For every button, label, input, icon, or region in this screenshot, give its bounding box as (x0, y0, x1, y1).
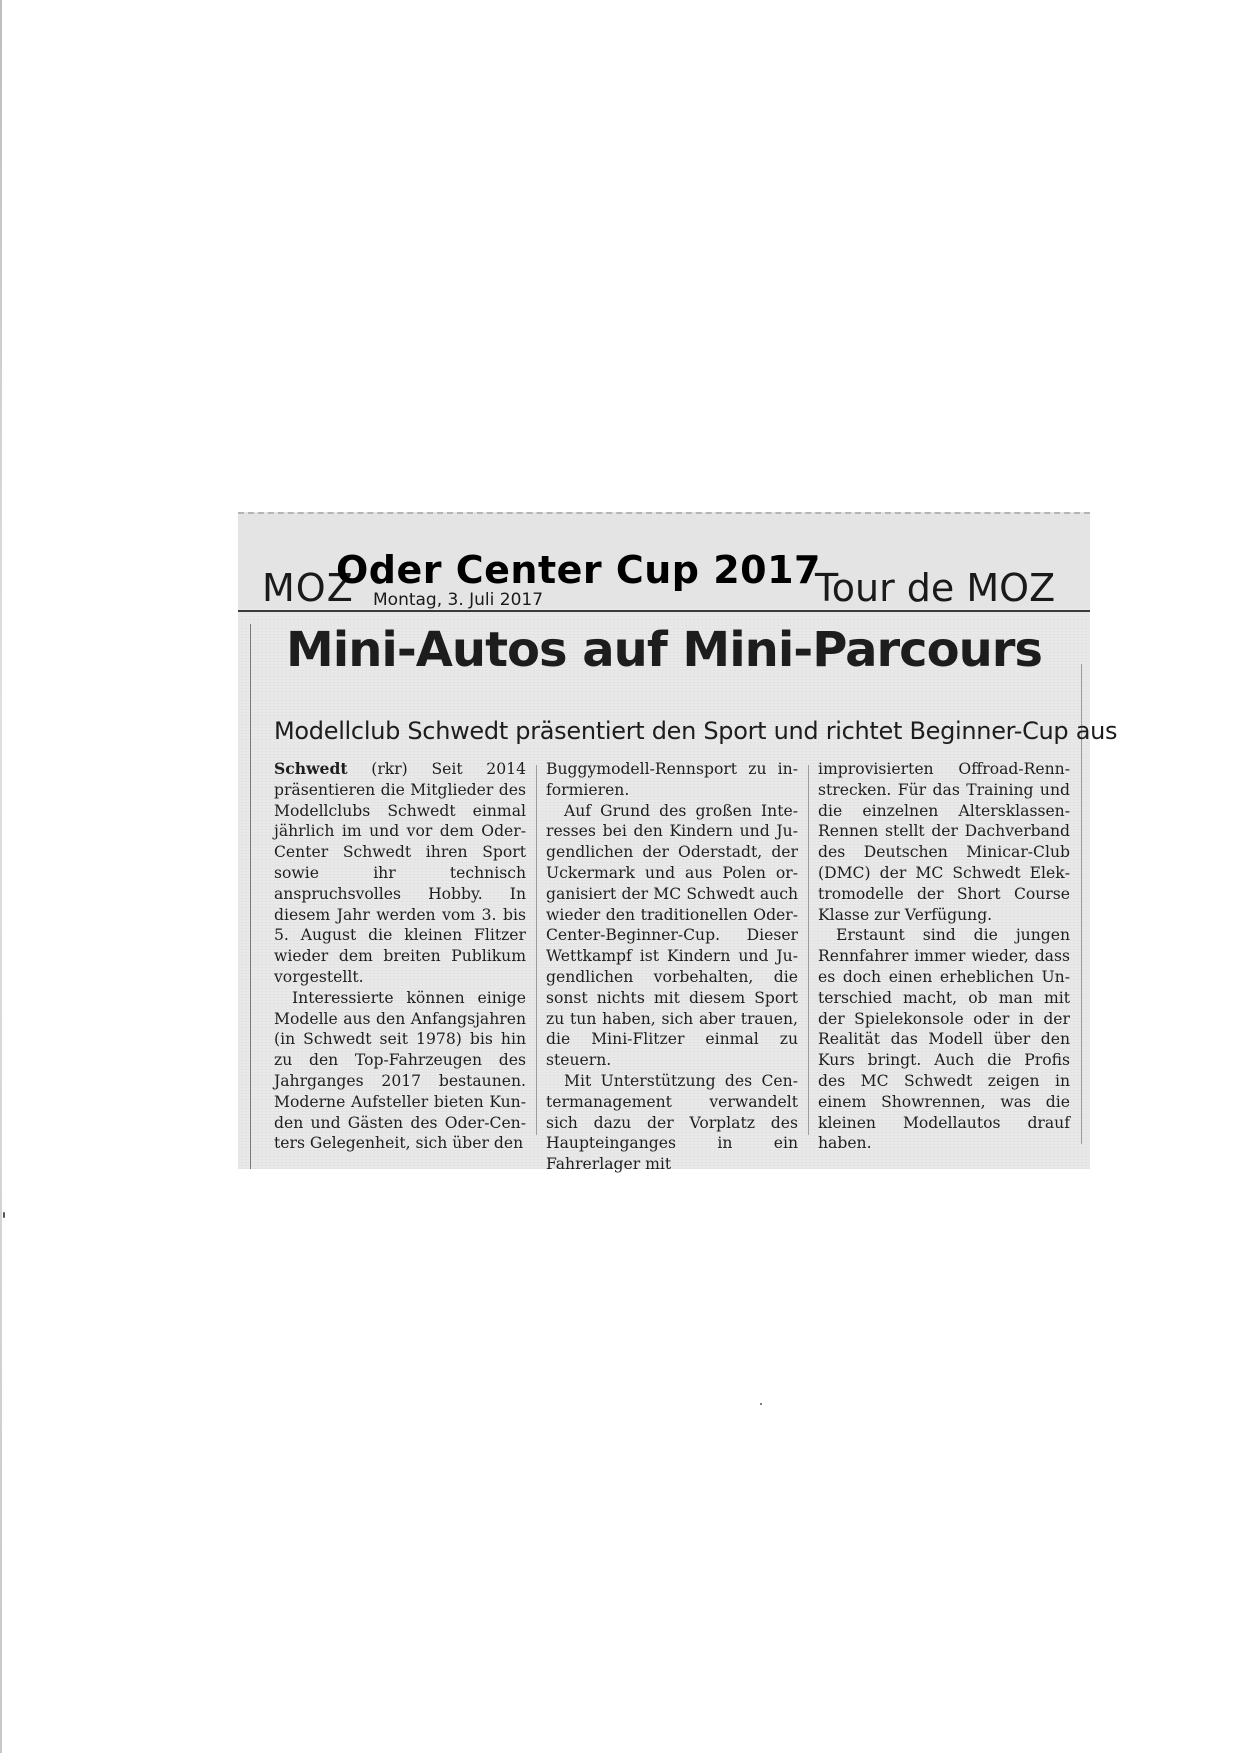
article-paragraph: Mit Unterstützung des Centermanagement verwandelt sich dazu der Vorplatz des Haupteinganges in ein Fahrerlager mit (546, 1071, 798, 1174)
masthead (238, 514, 1090, 609)
article-column-3 (818, 759, 1070, 1154)
masthead-rule (238, 610, 1090, 612)
column-rule (808, 765, 809, 1135)
article-column-1 (274, 759, 526, 1154)
article-body (274, 759, 1074, 1174)
section-name: Tour de MOZ (815, 566, 1056, 610)
scan-edge (0, 0, 2, 1753)
article-paragraph: Auf Grund des großen Interesses bei den Kindern und Jugendlichen der Oderstadt, der Uckermark und aus Polen organisiert der MC Schwedt auch wieder den traditionellen Oder-Center-Beginner-Cup. Dieser Wettkampf ist Kindern und Jugendlichen vorbehalten, die sonst nichts mit diesem Sport zu tun haben, sich aber trauen, die Mini-Flitzer einmal zu steuern. (546, 801, 798, 1070)
overlay-title: Oder Center Cup 2017 (336, 548, 821, 592)
column-rule (536, 765, 537, 1135)
scan-speck (3, 1212, 5, 1218)
article-paragraph: Buggymodell-Rennsport zu informieren. (546, 760, 798, 799)
article-headline: Mini-Autos auf Mini-Parcours (285, 622, 1042, 678)
article-paragraph: Erstaunt sind die jungen Rennfahrer immer wieder, dass es doch einen erheblichen Unterschied macht, ob man mit der Spielekonsole oder in der Realität das Modell über den Kurs bringt. Auch die Profis des MC Schwedt zeigen in einem Showrennen, was die kleinen Modellautos drauf haben. (818, 926, 1070, 1153)
margin-rule-left (250, 624, 251, 1169)
article-paragraph: Interessierte können einige Modelle aus den Anfangsjahren (in Schwedt seit 1978) bis hin zu den Top-Fahrzeugen des Jahrganges 2017 bestaunen. Moderne Aufsteller bieten Kunden und Gästen des Oder-Centers Gelegenheit, sich über den (274, 988, 526, 1153)
article-paragraph (274, 759, 526, 988)
paragraph-text: (rkr) Seit 2014 präsentieren die Mitglieder des Modellclubs Schwedt einmal jährlich im und vor dem Oder-Center Schwedt ihren Sport sowie ihr technisch anspruchsvolles Hobby. In diesem Jahr werden vom 3. bis 5. August die kleinen Flitzer wieder dem breiten Publikum vorgestellt. (274, 760, 526, 986)
article-column-2 (546, 759, 798, 1175)
article-dateline: Schwedt (274, 759, 348, 778)
newspaper-clipping (238, 512, 1118, 1174)
publication-name: MOZ (262, 566, 354, 610)
scan-speck (760, 1403, 762, 1405)
article-paragraph: improvisierten Offroad-Rennstrecken. Für das Training und die einzelnen Altersklassen-Rennen stellt der Dachverband des Deutschen Minicar-Club (DMC) der MC Schwedt Elektromodelle der Short Course Klasse zur Verfügung. (818, 760, 1070, 924)
article-subheadline: Modellclub Schwedt präsentiert den Sport und richtet Beginner-Cup aus (274, 717, 1118, 745)
issue-date: Montag, 3. Juli 2017 (373, 590, 544, 610)
